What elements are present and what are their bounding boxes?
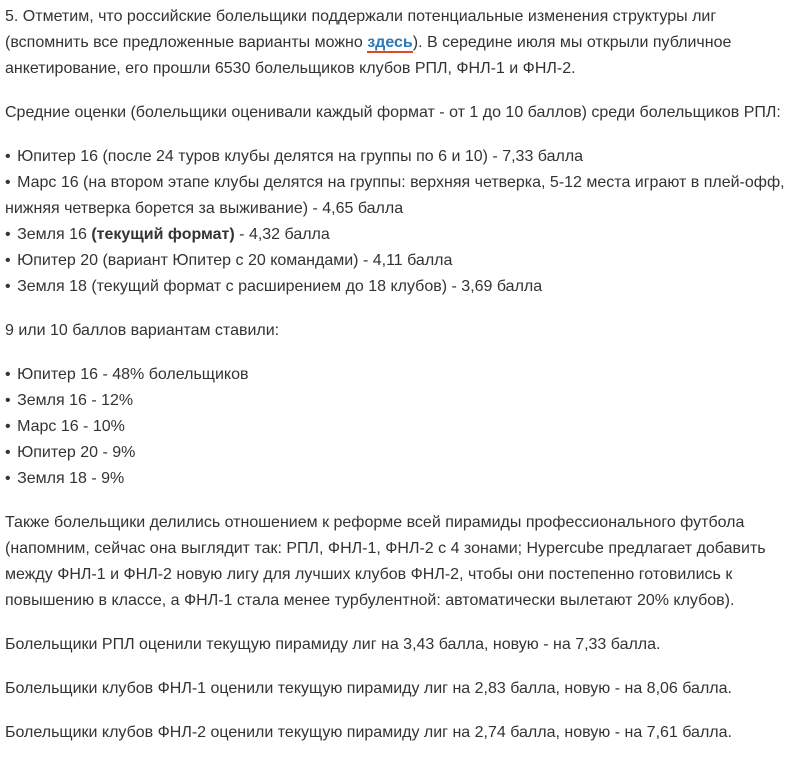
list-item — [5, 248, 789, 274]
intro-text-after-link: ). В середине июля мы открыли публичное анкетирование, его прошли 6530 болельщиков клубов РПЛ, ФНЛ-1 и ФНЛ-2. — [5, 34, 732, 77]
bullet-icon: • — [5, 226, 11, 243]
bullet-icon: • — [5, 392, 11, 409]
bullet-icon: • — [5, 366, 11, 383]
list-item-text: Юпитер 20 - 9% — [17, 444, 136, 461]
result-fnl1-paragraph: Болельщики клубов ФНЛ-1 оценили текущую пирамиду лиг на 2,83 балла, новую - на 8,06 балла. — [5, 680, 732, 697]
article-body — [5, 4, 789, 764]
options-link[interactable]: здесь — [367, 34, 413, 51]
pyramid-reform-paragraph: Также болельщики делились отношением к реформе всей пирамиды профессионального футбола (напомним, сейчас она выглядит так: РПЛ, ФНЛ-1, ФНЛ-2 с 4 зонами; Hypercube предлагает добавить между ФНЛ-1 и ФНЛ-2 новую лигу для лучших клубов ФНЛ-2, чтобы они постепенно готовились к повышению в классе, а ФНЛ-1 стала менее турбулентной: автоматически вылетают 20% клубов). — [5, 514, 766, 609]
bullet-icon: • — [5, 148, 11, 165]
average-ratings-list — [5, 144, 789, 300]
list-item-text: Юпитер 20 (вариант Юпитер с 20 командами) - 4,11 балла — [17, 252, 453, 269]
list-item — [5, 222, 789, 248]
intro-paragraph — [5, 4, 789, 82]
list-item-text: Марс 16 - 10% — [17, 418, 125, 435]
result-fnl2-paragraph: Болельщики клубов ФНЛ-2 оценили текущую пирамиду лиг на 2,74 балла, новую - на 7,61 балла. — [5, 724, 732, 741]
list-item — [5, 362, 789, 388]
bullet-icon: • — [5, 418, 11, 435]
top-ratings-heading: 9 или 10 баллов вариантам ставили: — [5, 322, 280, 339]
list-item-text: Марс 16 (на втором этапе клубы делятся на группы: верхняя четверка, 5-12 места играют в плей-офф, нижняя четверка борется за выживание) - 4,65 балла — [5, 174, 785, 217]
bullet-icon: • — [5, 278, 11, 295]
list-item — [5, 274, 789, 300]
list-item — [5, 440, 789, 466]
list-item-text: Юпитер 16 - 48% болельщиков — [17, 366, 249, 383]
bullet-icon: • — [5, 444, 11, 461]
top-ratings-list — [5, 362, 789, 492]
result-rpl-paragraph: Болельщики РПЛ оценили текущую пирамиду лиг на 3,43 балла, новую - на 7,33 балла. — [5, 636, 661, 653]
list-item — [5, 414, 789, 440]
bullet-icon: • — [5, 252, 11, 269]
bullet-icon: • — [5, 174, 11, 191]
list-item — [5, 144, 789, 170]
list-item-text: Земля 16 - 12% — [17, 392, 134, 409]
list-item-text: - 4,32 балла — [234, 226, 330, 243]
intro-text-before-link: 5. Отметим, что российские болельщики поддержали потенциальные изменения структуры лиг (вспомнить все предложенные варианты можно — [5, 8, 717, 51]
list-item-text: Земля 18 (текущий формат с расширением до 18 клубов) - 3,69 балла — [17, 278, 543, 295]
list-item — [5, 388, 789, 414]
bullet-icon: • — [5, 470, 11, 487]
average-ratings-heading: Средние оценки (болельщики оценивали каждый формат - от 1 до 10 баллов) среди болельщиков РПЛ: — [5, 104, 781, 121]
list-item-text: Земля 16 — [17, 226, 92, 243]
list-item-text: Земля 18 - 9% — [17, 470, 125, 487]
list-item-text: Юпитер 16 (после 24 туров клубы делятся на группы по 6 и 10) - 7,33 балла — [17, 148, 584, 165]
current-format-label: (текущий формат) — [91, 226, 235, 243]
list-item — [5, 170, 789, 222]
list-item — [5, 466, 789, 492]
